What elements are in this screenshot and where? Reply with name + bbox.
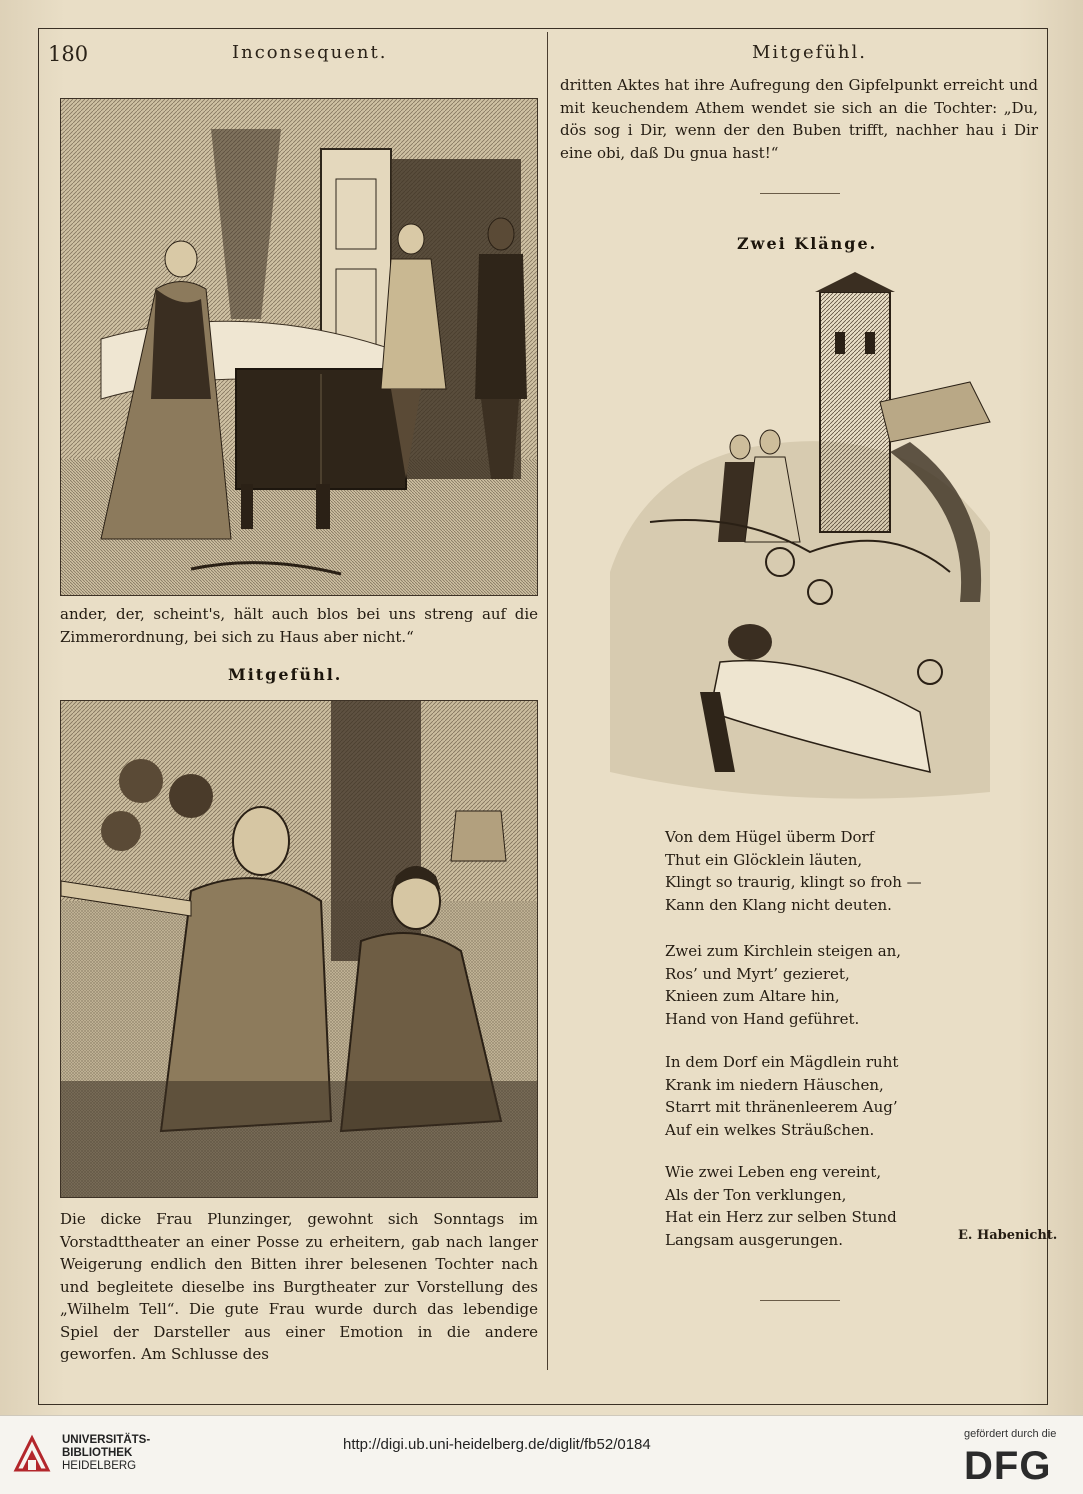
poem-line: Wie zwei Leben eng vereint, xyxy=(665,1163,882,1181)
poem-title: Zwei Klänge. xyxy=(737,234,878,253)
poem-stanza-2 xyxy=(665,940,901,1030)
section-separator xyxy=(760,1300,840,1301)
poem-line: Krank im niedern Häuschen, xyxy=(665,1075,884,1094)
poem-stanza-1 xyxy=(665,826,922,916)
article-text: Die dicke Frau Plunzinger, gewohnt sich Sonntags im Vorstadttheater an einer Posse zu erheitern, gab nach langer Weigerung endlich den Bitten ihrer belesenen Tochter nach und begleitete dieselbe ins Burgtheater zur Vorstellung des „Wilhelm Tell“. Die gute Frau wurde durch das lebendige Spiel der Darsteller aus einer Emotion in die andere geworfen. Am Schlusse des xyxy=(60,1210,538,1363)
caption-text: ander, der, scheint's, hält auch blos bei uns streng auf die Zimmerordnung, bei sich zu Haus aber nicht.“ xyxy=(60,605,538,646)
left-running-title: Inconsequent. xyxy=(232,42,388,63)
illustration-bedroom xyxy=(60,98,538,596)
section-separator xyxy=(760,193,840,194)
poem-line: Auf ein welkes Sträußchen. xyxy=(665,1120,875,1139)
poem-line: Thut ein Glöcklein läuten, xyxy=(665,850,863,869)
illustration-theatre xyxy=(60,700,538,1198)
funded-by-label: gefördert durch die xyxy=(964,1428,1057,1440)
poem-line: Starrt mit thränenleerem Aug’ xyxy=(665,1098,898,1116)
library-name: UNIVERSITÄTS- BIBLIOTHEK HEIDELBERG xyxy=(62,1434,151,1472)
dfg-logo: DFG xyxy=(964,1444,1052,1488)
poem-line: Klingt so traurig, klingt so froh — xyxy=(665,873,922,891)
poem-stanza-3 xyxy=(665,1051,898,1141)
poem-stanza-4 xyxy=(665,1161,897,1251)
poem-author: E. Habenicht. xyxy=(958,1228,1058,1243)
continuation-text: dritten Aktes hat ihre Aufregung den Gipfelpunkt erreicht und mit keuchendem Athem wendet sie sich an die Tochter: „Du, dös sog i Dir, wenn der den Buben trifft, nachher hau i Dir eine obi, daß Du gnua hast!“ xyxy=(560,76,1038,162)
illustration-two-sounds xyxy=(590,272,1000,812)
footer-bar xyxy=(0,1415,1083,1494)
section-title-mitgefuehl: Mitgefühl. xyxy=(228,665,343,684)
university-library-logo-icon xyxy=(12,1434,52,1478)
column-divider xyxy=(547,32,548,1370)
poem-line: Knieen zum Altare hin, xyxy=(665,987,840,1005)
right-running-title: Mitgefühl. xyxy=(752,42,867,63)
poem-line: Hat ein Herz zur selben Stund xyxy=(665,1208,897,1226)
poem-line: Ros’ und Myrt’ gezieret, xyxy=(665,964,850,983)
page-number: 180 xyxy=(48,42,89,66)
poem-line: Zwei zum Kirchlein steigen an, xyxy=(665,942,902,960)
poem-line: In dem Dorf ein Mägdlein ruht xyxy=(665,1053,899,1071)
permalink-url[interactable]: http://digi.ub.uni-heidelberg.de/diglit/fb52/0184 xyxy=(343,1436,651,1453)
poem-line: Hand von Hand geführet. xyxy=(665,1009,860,1028)
poem-line: Langsam ausgerungen. xyxy=(665,1230,843,1249)
poem-line: Von dem Hügel überm Dorf xyxy=(665,828,875,846)
poem-line: Als der Ton verklungen, xyxy=(665,1185,847,1204)
poem-line: Kann den Klang nicht deuten. xyxy=(665,895,892,914)
